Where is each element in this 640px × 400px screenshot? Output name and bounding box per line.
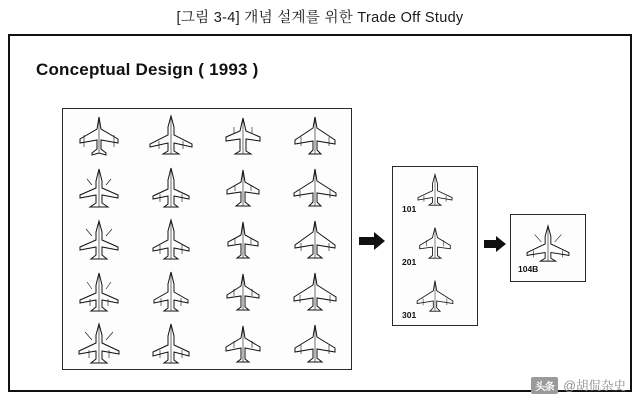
finalist-label: 201: [402, 256, 417, 267]
finalist-201[interactable]: [393, 225, 477, 267]
concept-11[interactable]: [207, 213, 279, 265]
selected-design-label: 104B: [518, 263, 539, 274]
concept-1[interactable]: [63, 109, 135, 161]
finalists-list: [393, 167, 477, 325]
concept-2[interactable]: [135, 109, 207, 161]
concept-18[interactable]: [135, 317, 207, 369]
concept-6[interactable]: [135, 161, 207, 213]
finalist-label: 101: [402, 204, 417, 215]
concept-14[interactable]: [135, 265, 207, 317]
finalist-101[interactable]: [393, 172, 477, 214]
watermark-logo: 头条: [531, 377, 558, 394]
concept-13[interactable]: [63, 265, 135, 317]
concept-9[interactable]: [63, 213, 135, 265]
concept-20[interactable]: [279, 317, 351, 369]
concept-5[interactable]: [63, 161, 135, 213]
concept-15[interactable]: [207, 265, 279, 317]
figure-caption: [그림 3-4] 개념 설계를 위한 Trade Off Study: [176, 10, 464, 26]
selected-design: [511, 215, 585, 281]
concept-grid: [63, 109, 351, 369]
figure-frame: [8, 34, 632, 392]
concept-16[interactable]: [279, 265, 351, 317]
watermark-text: @胡侃杂史: [563, 379, 626, 393]
concept-8[interactable]: [279, 161, 351, 213]
concept-3[interactable]: [207, 109, 279, 161]
watermark: [531, 376, 626, 394]
finalist-label: 301: [402, 309, 417, 320]
concept-matrix-panel: [62, 108, 352, 370]
arrow-concepts-to-finalists: [359, 232, 385, 250]
concept-4[interactable]: [279, 109, 351, 161]
arrow-finalists-to-selected: [484, 236, 506, 252]
concept-17[interactable]: [63, 317, 135, 369]
concept-12[interactable]: [279, 213, 351, 265]
page-title: Conceptual Design ( 1993 ): [36, 60, 259, 79]
finalist-301[interactable]: [393, 278, 477, 320]
concept-19[interactable]: [207, 317, 279, 369]
concept-10[interactable]: [135, 213, 207, 265]
selected-design-panel[interactable]: [510, 214, 586, 282]
concept-7[interactable]: [207, 161, 279, 213]
finalists-panel: [392, 166, 478, 326]
